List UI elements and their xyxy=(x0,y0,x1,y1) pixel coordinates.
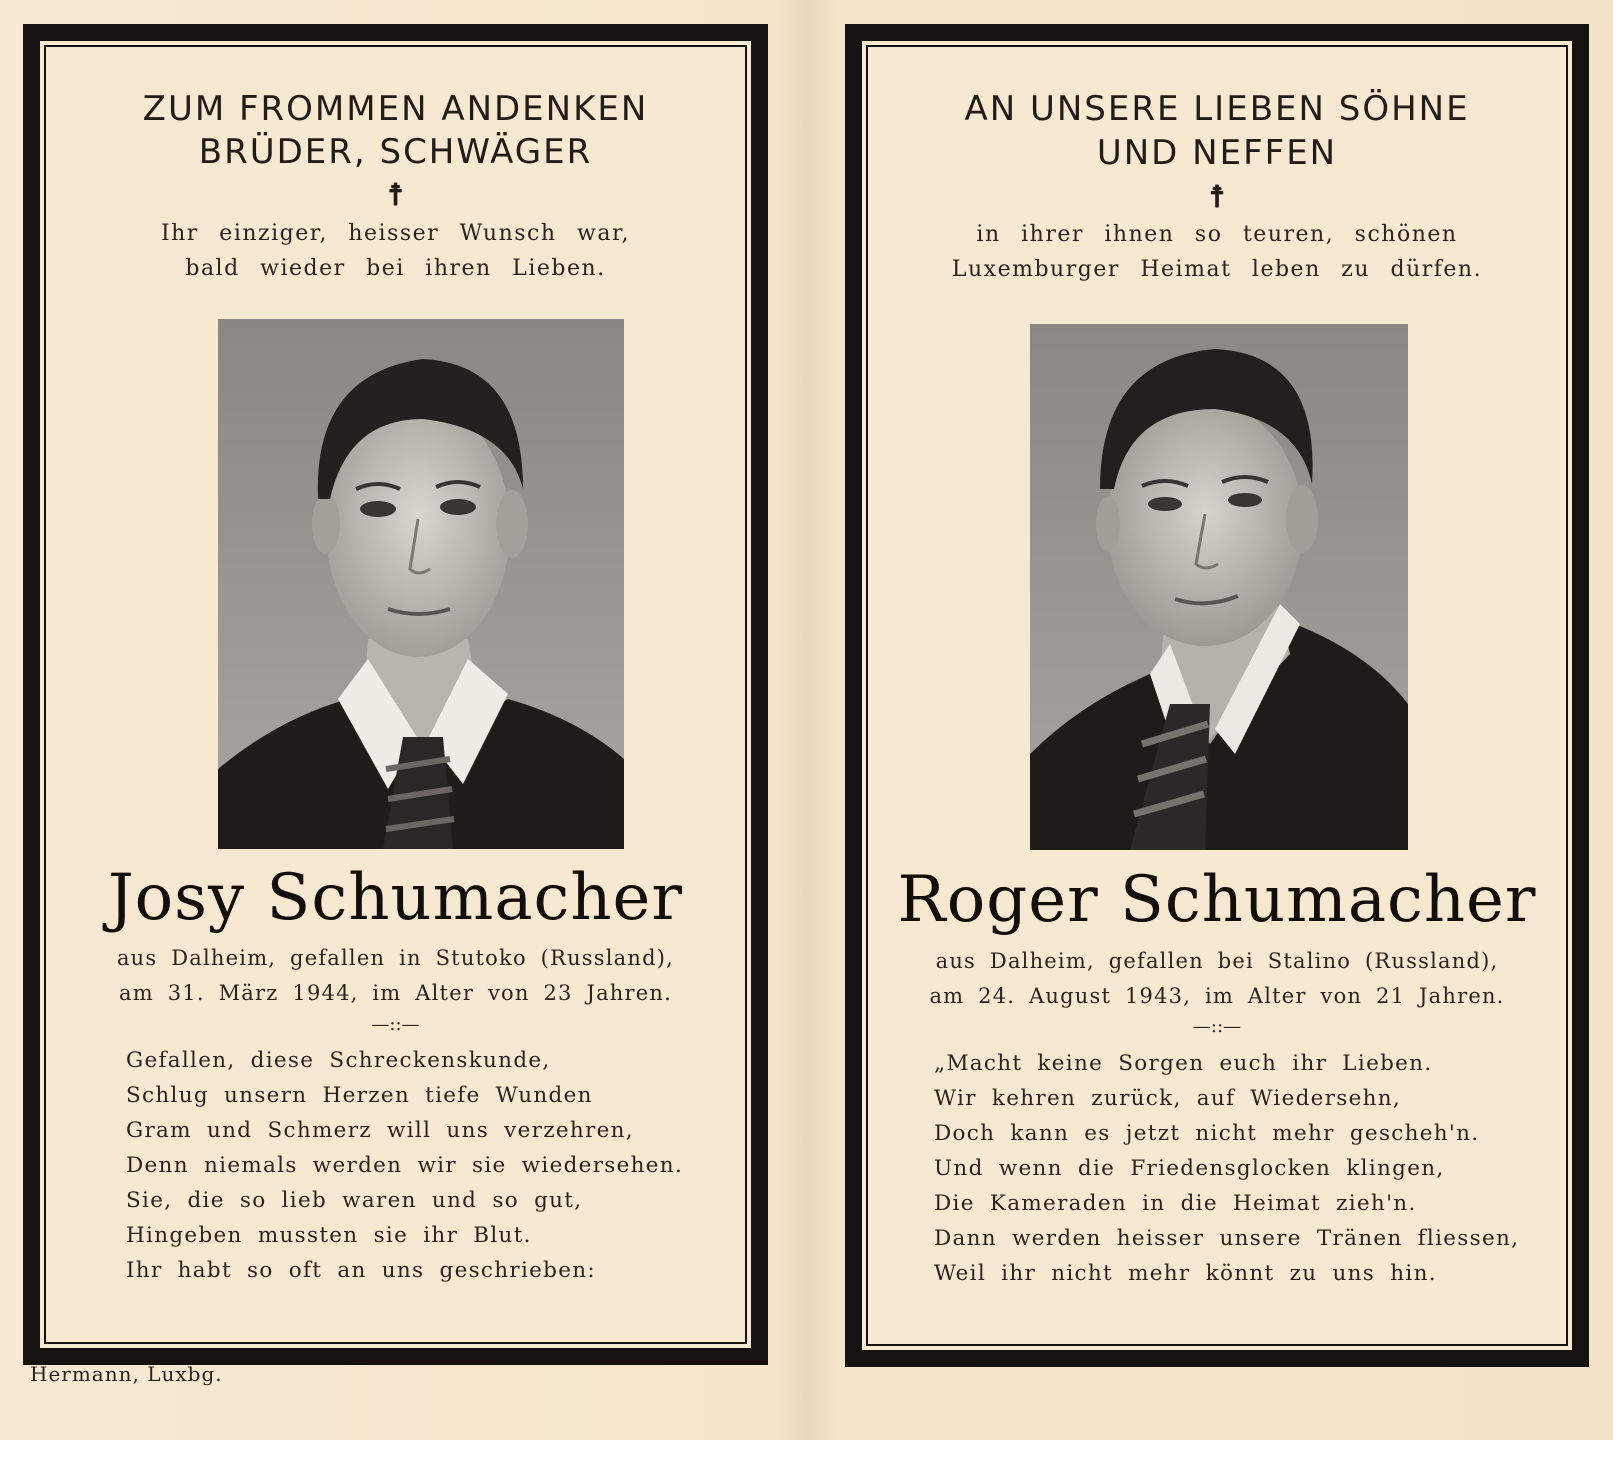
poem-line: Weil ihr nicht mehr könnt zu uns hin. xyxy=(934,1261,1437,1286)
poem-line: Gram und Schmerz will uns verzehren, xyxy=(126,1118,634,1143)
cross-icon: ☨ xyxy=(387,178,404,213)
poem-line: Gefallen, diese Schreckenskunde, xyxy=(126,1048,551,1073)
details-line1: aus Dalheim, gefallen bei Stalino (Russland), xyxy=(935,949,1499,973)
wish-line1: in ihrer ihnen so teuren, schönen xyxy=(976,222,1458,247)
memorial-card-roger xyxy=(845,24,1589,1367)
card-heading-line1: ZUM FROMMEN ANDENKEN xyxy=(142,89,649,129)
poem-line: Hingeben mussten sie ihr Blut. xyxy=(126,1223,532,1248)
portrait-photo-josy xyxy=(218,319,624,849)
poem-line: Und wenn die Friedensglocken klingen, xyxy=(934,1156,1445,1181)
card-heading-line2: BRÜDER, SCHWÄGER xyxy=(198,132,593,172)
scan-margin xyxy=(0,1440,1613,1470)
cross-icon: ☨ xyxy=(1208,180,1226,215)
card-heading-line2: UND NEFFEN xyxy=(1096,133,1338,173)
portrait-photo-roger xyxy=(1030,324,1408,850)
poem-line: Wir kehren zurück, auf Wiedersehn, xyxy=(934,1086,1402,1111)
poem-line: Ihr habt so oft an uns geschrieben: xyxy=(126,1258,596,1283)
deceased-name: Roger Schumacher xyxy=(897,863,1537,937)
details-line2: am 24. August 1943, im Alter von 21 Jahren. xyxy=(929,984,1505,1008)
poem-line: Die Kameraden in die Heimat zieh'n. xyxy=(934,1191,1417,1216)
poem xyxy=(126,1043,683,1288)
wish-line2: Luxemburger Heimat leben zu dürfen. xyxy=(951,257,1483,282)
poem-line: „Macht keine Sorgen euch ihr Lieben. xyxy=(934,1051,1433,1076)
poem-line: Denn niemals werden wir sie wiedersehen. xyxy=(126,1153,684,1178)
details-line1: aus Dalheim, gefallen in Stutoko (Russland), xyxy=(116,946,675,970)
deceased-name: Josy Schumacher xyxy=(107,861,684,935)
card-heading-line1: AN UNSERE LIEBEN SÖHNE xyxy=(964,89,1470,129)
wish-line2: bald wieder bei ihren Lieben. xyxy=(185,256,606,281)
details-line2: am 31. März 1944, im Alter von 23 Jahren. xyxy=(119,981,672,1005)
poem xyxy=(934,1046,1519,1291)
poem-line: Doch kann es jetzt nicht mehr gescheh'n. xyxy=(934,1121,1480,1146)
memorial-card-josy xyxy=(23,24,768,1365)
poem-line: Dann werden heisser unsere Tränen fliessen, xyxy=(934,1226,1520,1251)
printer-imprint: Hermann, Luxbg. xyxy=(30,1362,223,1386)
ornament-divider: —::— xyxy=(371,1014,420,1035)
poem-line: Sie, die so lieb waren und so gut, xyxy=(126,1188,583,1213)
poem-line: Schlug unsern Herzen tiefe Wunden xyxy=(126,1083,593,1108)
ornament-divider: —::— xyxy=(1192,1016,1242,1037)
wish-line1: Ihr einziger, heisser Wunsch war, xyxy=(160,221,631,246)
